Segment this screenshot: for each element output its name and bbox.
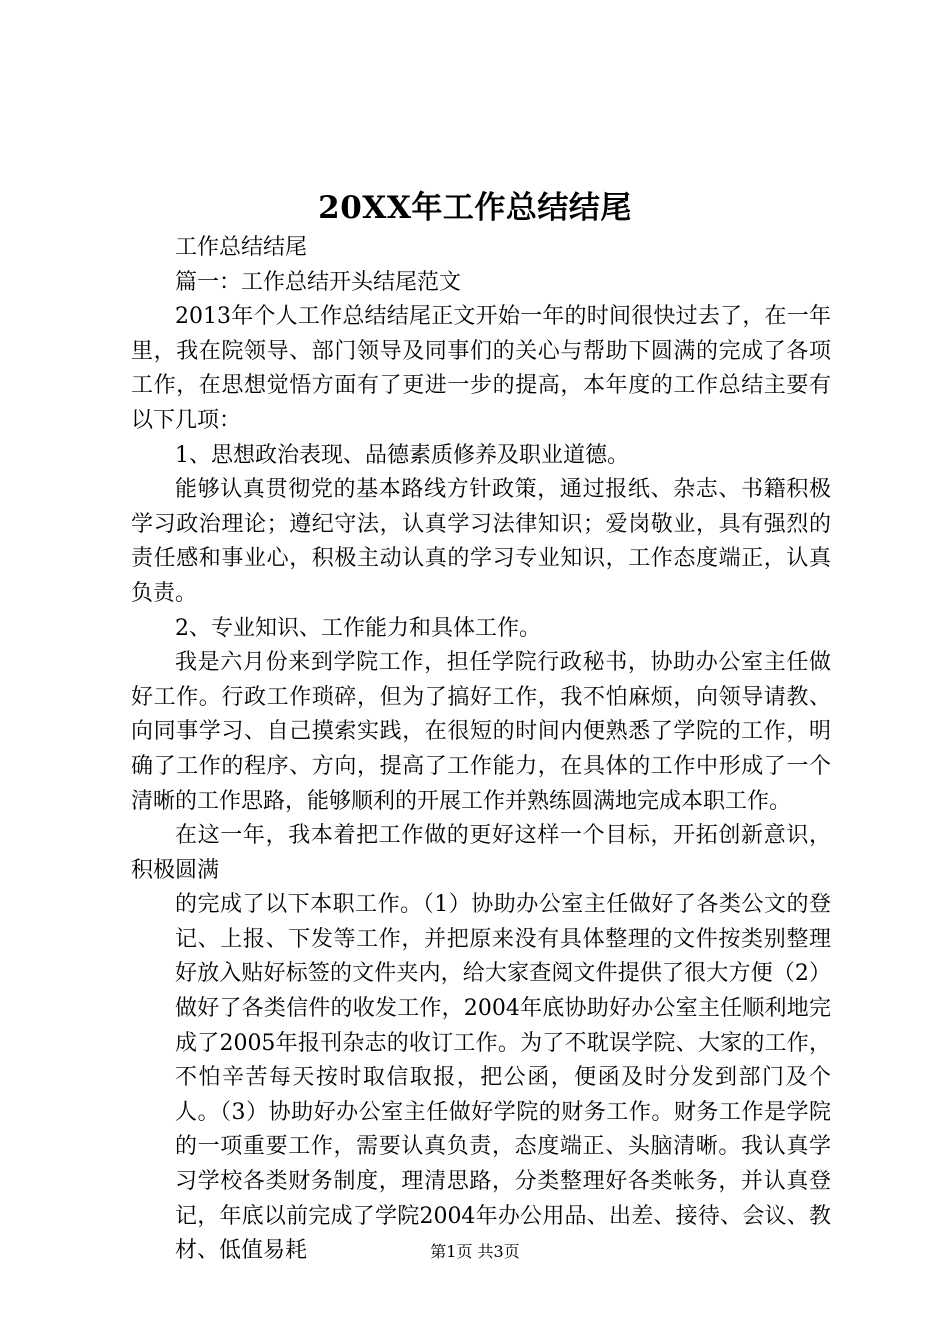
paragraph-heading: 工作总结结尾 [175,235,308,260]
document-body [131,231,831,1269]
page-footer: 第1页 共3页 [430,1242,520,1261]
paragraph-section-title: 篇一：工作总结开头结尾范文 [175,269,462,295]
paragraph-item-1-body: 能够认真贯彻党的基本路线方针政策，通过报纸、杂志、书籍积极学习政治理论；遵纪守法，认真学习法律知识；爱岗敬业，具有强烈的责任感和事业心，积极主动认真的学习专业知识，工作态度端正，认真负责。 [131,477,831,606]
paragraph-duties: 的完成了以下本职工作。（1）协助办公室主任做好了各类公文的登记、上报、下发等工作，并把原来没有具体整理的文件按类别整理好放入贴好标签的文件夹内，给大家查阅文件提供了很大方便（2）做好了各类信件的收发工作，2004年底协助好办公室主任顺利地完成了2005年报刊杂志的收订工作。为了不耽误学院、大家的工作，不怕辛苦每天按时取信取报，把公函，便函及时分发到部门及个人。（3）协助好办公室主任做好学院的财务工作。财务工作是学院的一项重要工作，需要认真负责，态度端正、头脑清晰。我认真学习学校各类财务制度，理清思路，分类整理好各类帐务，并认真登记，年底以前完成了学院2004年办公用品、出差、接待、会议、教材、低值易耗 [175,892,831,1264]
paragraph-intro: 2013年个人工作总结结尾正文开始一年的时间很快过去了，在一年里，我在院领导、部门领导及同事们的关心与帮助下圆满的完成了各项工作，在思想觉悟方面有了更进一步的提高，本年度的工作总结主要有以下几项： [131,304,831,433]
paragraph-item-2-heading: 2、专业知识、工作能力和具体工作。 [175,615,541,641]
paragraph-item-1-heading: 1、思想政治表现、品德素质修养及职业道德。 [175,442,629,468]
document-title: 20XX年工作总结结尾 [318,190,632,226]
paragraph-item-2-body: 我是六月份来到学院工作，担任学院行政秘书，协助办公室主任做好工作。行政工作琐碎，但为了搞好工作，我不怕麻烦，向领导请教、向同事学习、自己摸索实践，在很短的时间内便熟悉了学院的工作，明确了工作的程序、方向，提高了工作能力，在具体的工作中形成了一个清晰的工作思路，能够顺利的开展工作并熟练圆满地完成本职工作。 [131,650,831,814]
paragraph-goal: 在这一年，我本着把工作做的更好这样一个目标，开拓创新意识，积极圆满 [131,823,831,883]
